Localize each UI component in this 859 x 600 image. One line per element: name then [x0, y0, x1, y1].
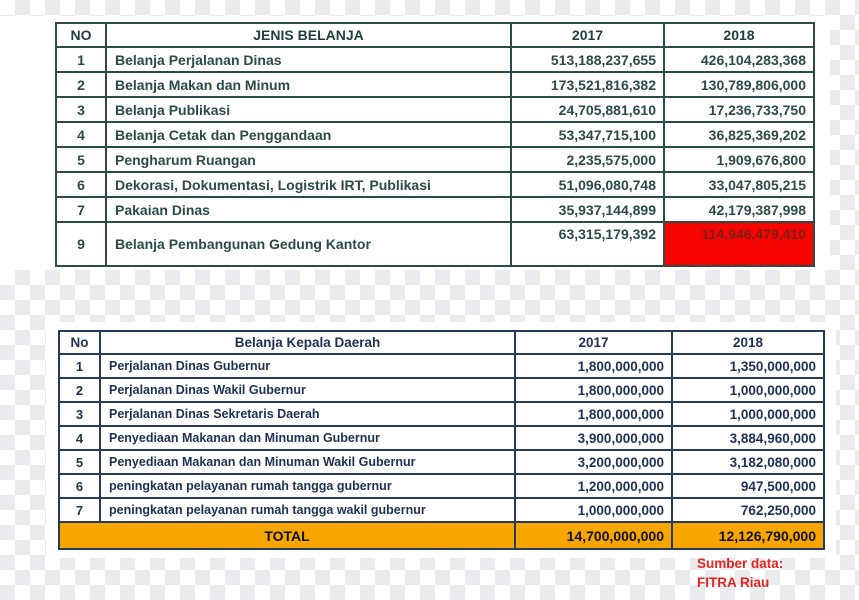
row-value-2017: 1,200,000,000	[515, 474, 672, 498]
table1-header-jenis-belanja: JENIS BELANJA	[106, 23, 511, 47]
row-value-2017: 51,096,080,748	[511, 172, 664, 197]
table1-header-no: NO	[56, 23, 106, 47]
row-label: Belanja Makan dan Minum	[106, 72, 511, 97]
row-label: peningkatan pelayanan rumah tangga wakil gubernur	[100, 498, 515, 522]
row-value-2017: 2,235,575,000	[511, 147, 664, 172]
jenis-belanja-table	[55, 22, 815, 267]
table1-header-2017: 2017	[511, 23, 664, 47]
row-value-2018: 426,104,283,368	[664, 47, 814, 72]
total-value-2017: 14,700,000,000	[515, 522, 672, 549]
row-value-2017: 173,521,816,382	[511, 72, 664, 97]
row-value-2017: 1,800,000,000	[515, 378, 672, 402]
row-value-2018: 1,000,000,000	[672, 402, 824, 426]
row-no: 4	[56, 122, 106, 147]
row-value-2018: 947,500,000	[672, 474, 824, 498]
row-value-2017: 24,705,881,610	[511, 97, 664, 122]
row-label: Penyediaan Makanan dan Minuman Gubernur	[100, 426, 515, 450]
row-no: 3	[59, 402, 100, 426]
belanja-kepala-daerah-table	[58, 330, 825, 550]
row-value-2017: 3,900,000,000	[515, 426, 672, 450]
row-value-2018: 1,350,000,000	[672, 354, 824, 378]
row-no: 2	[59, 378, 100, 402]
row-value-2017: 3,200,000,000	[515, 450, 672, 474]
table2-header-2017: 2017	[515, 331, 672, 354]
row-label: Perjalanan Dinas Gubernur	[100, 354, 515, 378]
row-no: 1	[56, 47, 106, 72]
row-label: Belanja Cetak dan Penggandaan	[106, 122, 511, 147]
row-value-2018: 3,884,960,000	[672, 426, 824, 450]
row-value-2017: 35,937,144,899	[511, 197, 664, 222]
row-value-2018: 1,909,676,800	[664, 147, 814, 172]
total-label: TOTAL	[59, 522, 515, 549]
row-no: 5	[56, 147, 106, 172]
row-label: Belanja Perjalanan Dinas	[106, 47, 511, 72]
row-no: 3	[56, 97, 106, 122]
row-value-2018: 1,000,000,000	[672, 378, 824, 402]
table2-header-row	[59, 331, 824, 354]
table2-header-2018: 2018	[672, 331, 824, 354]
row-value-2017: 1,800,000,000	[515, 402, 672, 426]
row-label: Belanja Publikasi	[106, 97, 511, 122]
row-value-2017: 63,315,179,392	[511, 222, 664, 266]
table-row	[56, 222, 814, 266]
row-value-2017: 1,800,000,000	[515, 354, 672, 378]
total-row	[59, 522, 824, 549]
row-label: Belanja Pembangunan Gedung Kantor	[106, 222, 511, 266]
table-row	[56, 172, 814, 197]
row-no: 6	[56, 172, 106, 197]
table-row	[56, 122, 814, 147]
highlighted-value-2018: 114,946,479,410	[664, 222, 814, 266]
table-row	[56, 97, 814, 122]
table-row	[59, 426, 824, 450]
table1-header-row	[56, 23, 814, 47]
table-row	[56, 47, 814, 72]
row-label: Pakaian Dinas	[106, 197, 511, 222]
row-value-2018: 33,047,805,215	[664, 172, 814, 197]
row-no: 1	[59, 354, 100, 378]
source-note	[697, 554, 783, 592]
row-value-2018: 130,789,806,000	[664, 72, 814, 97]
table-row	[59, 498, 824, 522]
table-row	[59, 378, 824, 402]
row-value-2017: 1,000,000,000	[515, 498, 672, 522]
source-note-line2: FITRA Riau	[697, 575, 770, 590]
row-value-2018: 762,250,000	[672, 498, 824, 522]
table-row	[56, 197, 814, 222]
table-row	[56, 147, 814, 172]
table2-header-belanja-kepala-daerah: Belanja Kepala Daerah	[100, 331, 515, 354]
table-row	[59, 450, 824, 474]
row-no: 5	[59, 450, 100, 474]
row-value-2018: 17,236,733,750	[664, 97, 814, 122]
row-label: Perjalanan Dinas Sekretaris Daerah	[100, 402, 515, 426]
row-no: 9	[56, 222, 106, 266]
table-row	[59, 402, 824, 426]
row-label: Pengharum Ruangan	[106, 147, 511, 172]
row-label: Dekorasi, Dokumentasi, Logistrik IRT, Publikasi	[106, 172, 511, 197]
table-row	[56, 72, 814, 97]
row-label: peningkatan pelayanan rumah tangga gubernur	[100, 474, 515, 498]
row-label: Perjalanan Dinas Wakil Gubernur	[100, 378, 515, 402]
table-row	[59, 474, 824, 498]
row-value-2018: 42,179,387,998	[664, 197, 814, 222]
row-no: 2	[56, 72, 106, 97]
table1-header-2018: 2018	[664, 23, 814, 47]
row-value-2017: 53,347,715,100	[511, 122, 664, 147]
row-no: 7	[59, 498, 100, 522]
source-note-line1: Sumber data:	[697, 556, 784, 571]
row-value-2018: 3,182,080,000	[672, 450, 824, 474]
row-no: 7	[56, 197, 106, 222]
row-no: 6	[59, 474, 100, 498]
row-value-2017: 513,188,237,655	[511, 47, 664, 72]
row-value-2018: 36,825,369,202	[664, 122, 814, 147]
table-row	[59, 354, 824, 378]
row-no: 4	[59, 426, 100, 450]
row-label: Penyediaan Makanan dan Minuman Wakil Gubernur	[100, 450, 515, 474]
total-value-2018: 12,126,790,000	[672, 522, 824, 549]
table2-header-no: No	[59, 331, 100, 354]
